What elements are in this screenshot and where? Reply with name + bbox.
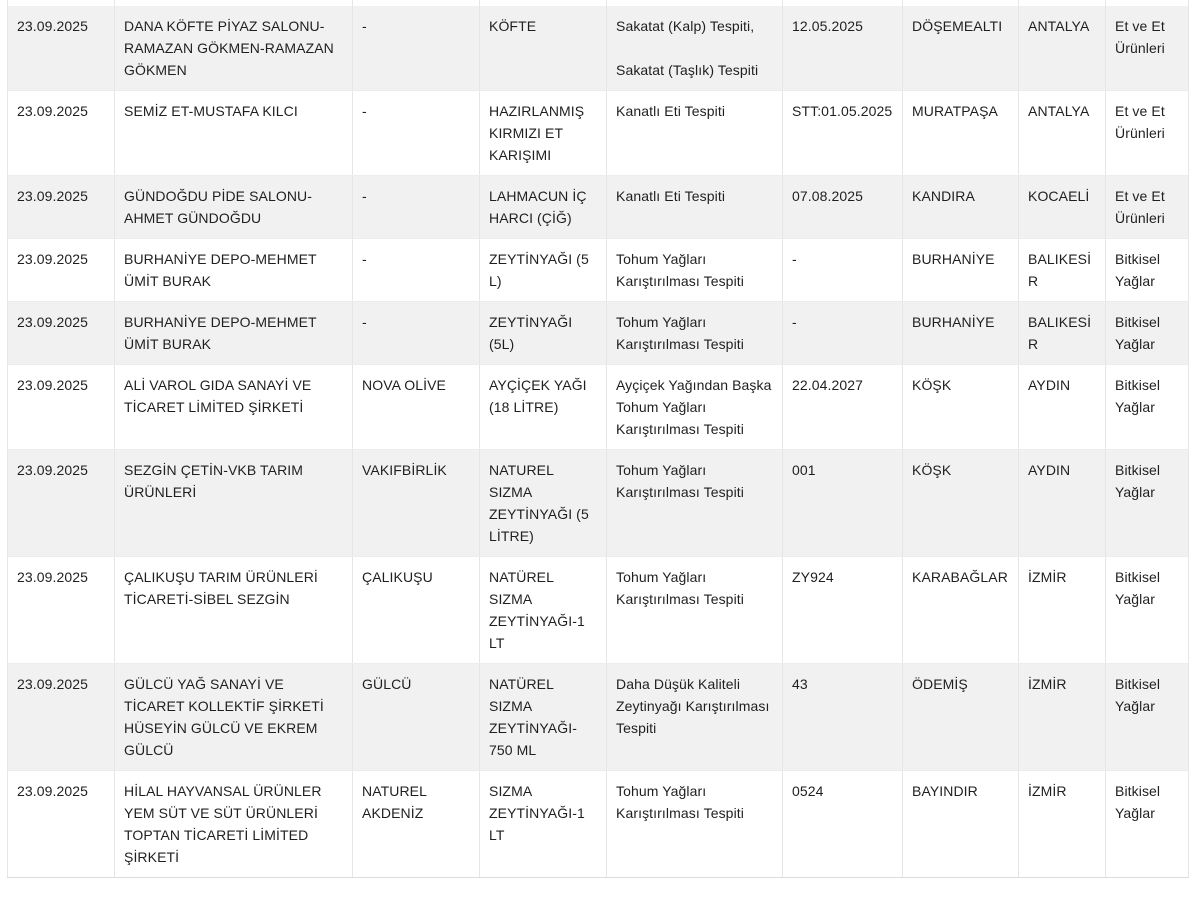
cell-group: Bitkisel Yağlar — [1106, 450, 1189, 557]
cell-lot: ZY924 — [783, 557, 903, 664]
cell-group: Bitkisel Yağlar — [1106, 771, 1189, 878]
cell-group: Bitkisel Yağlar — [1106, 557, 1189, 664]
cell-nonconformity: Ayçiçek Yağından Başka Tohum Yağları Karıştırılması Tespiti — [607, 365, 783, 450]
cell-product: LAHMACUN İÇ HARCI (ÇİĞ) — [480, 176, 607, 239]
cell-group: Bitkisel Yağlar — [1106, 664, 1189, 771]
cell-brand: VAKIFBİRLİK — [353, 450, 480, 557]
cell-province: İZMİR — [1019, 664, 1106, 771]
cell-province: ANTALYA — [1019, 6, 1106, 91]
cell-date: 23.09.2025 — [8, 302, 115, 365]
cell-lot: 12.05.2025 — [783, 6, 903, 91]
cell-company: GÜNDOĞDU PİDE SALONU-AHMET GÜNDOĞDU — [115, 176, 353, 239]
cell-brand: NATUREL AKDENİZ — [353, 771, 480, 878]
cell-product: NATÜREL SIZMA ZEYTİNYAĞI-750 ML — [480, 664, 607, 771]
table-row — [8, 91, 1189, 176]
cell-district: KÖŞK — [903, 450, 1019, 557]
cell-province: ANTALYA — [1019, 91, 1106, 176]
table-row — [8, 365, 1189, 450]
table-row — [8, 302, 1189, 365]
cell-nonconformity: Tohum Yağları Karıştırılması Tespiti — [607, 450, 783, 557]
cell-group: Bitkisel Yağlar — [1106, 365, 1189, 450]
table-row — [8, 239, 1189, 302]
cell-district: BURHANİYE — [903, 302, 1019, 365]
cell-date: 23.09.2025 — [8, 557, 115, 664]
cell-date: 23.09.2025 — [8, 450, 115, 557]
cell-product: ZEYTİNYAĞI (5L) — [480, 302, 607, 365]
cell-province: BALIKESİR — [1019, 302, 1106, 365]
cell-product: KÖFTE — [480, 6, 607, 91]
cell-company: ALİ VAROL GIDA SANAYİ VE TİCARET LİMİTED ŞİRKETİ — [115, 365, 353, 450]
cell-nonconformity: Tohum Yağları Karıştırılması Tespiti — [607, 302, 783, 365]
cell-product: NATUREL SIZMA ZEYTİNYAĞI (5 LİTRE) — [480, 450, 607, 557]
cell-district: DÖŞEMEALTI — [903, 6, 1019, 91]
cell-group: Et ve Et Ürünleri — [1106, 91, 1189, 176]
table-row — [8, 6, 1189, 91]
cell-product: AYÇİÇEK YAĞI (18 LİTRE) — [480, 365, 607, 450]
cell-district: KÖŞK — [903, 365, 1019, 450]
cell-brand: - — [353, 302, 480, 365]
cell-date: 23.09.2025 — [8, 771, 115, 878]
cell-nonconformity: Kanatlı Eti Tespiti — [607, 91, 783, 176]
cell-date: 23.09.2025 — [8, 664, 115, 771]
cell-date: 23.09.2025 — [8, 365, 115, 450]
cell-product: SIZMA ZEYTİNYAĞI-1 LT — [480, 771, 607, 878]
cell-company: ÇALIKUŞU TARIM ÜRÜNLERİ TİCARETİ-SİBEL SEZGİN — [115, 557, 353, 664]
cell-nonconformity: Sakatat (Kalp) Tespiti, Sakatat (Taşlık) Tespiti — [607, 6, 783, 91]
cell-company: SEMİZ ET-MUSTAFA KILCI — [115, 91, 353, 176]
cell-lot: 07.08.2025 — [783, 176, 903, 239]
cell-nonconformity: Daha Düşük Kaliteli Zeytinyağı Karıştırılması Tespiti — [607, 664, 783, 771]
cell-company: SEZGİN ÇETİN-VKB TARIM ÜRÜNLERİ — [115, 450, 353, 557]
cell-group: Et ve Et Ürünleri — [1106, 176, 1189, 239]
cell-district: BURHANİYE — [903, 239, 1019, 302]
cell-district: MURATPAŞA — [903, 91, 1019, 176]
results-table-container — [7, 0, 1188, 878]
cell-product: ZEYTİNYAĞI (5 L) — [480, 239, 607, 302]
cell-district: BAYINDIR — [903, 771, 1019, 878]
cell-lot: - — [783, 302, 903, 365]
table-row — [8, 176, 1189, 239]
cell-lot: STT:01.05.2025 — [783, 91, 903, 176]
table-row — [8, 771, 1189, 878]
cell-nonconformity: Tohum Yağları Karıştırılması Tespiti — [607, 557, 783, 664]
table-row — [8, 664, 1189, 771]
cell-lot: 43 — [783, 664, 903, 771]
cell-group: Bitkisel Yağlar — [1106, 239, 1189, 302]
cell-brand: GÜLCÜ — [353, 664, 480, 771]
table-row — [8, 450, 1189, 557]
cell-district: KARABAĞLAR — [903, 557, 1019, 664]
cell-date: 23.09.2025 — [8, 239, 115, 302]
cell-brand: - — [353, 239, 480, 302]
cell-province: İZMİR — [1019, 771, 1106, 878]
cell-brand: ÇALIKUŞU — [353, 557, 480, 664]
cell-brand: - — [353, 91, 480, 176]
cell-brand: NOVA OLİVE — [353, 365, 480, 450]
cell-province: İZMİR — [1019, 557, 1106, 664]
cell-nonconformity: Kanatlı Eti Tespiti — [607, 176, 783, 239]
cell-date: 23.09.2025 — [8, 6, 115, 91]
cell-lot: 001 — [783, 450, 903, 557]
cell-group: Et ve Et Ürünleri — [1106, 6, 1189, 91]
cell-company: HİLAL HAYVANSAL ÜRÜNLER YEM SÜT VE SÜT ÜRÜNLERİ TOPTAN TİCARETİ LİMİTED ŞİRKETİ — [115, 771, 353, 878]
cell-province: AYDIN — [1019, 365, 1106, 450]
results-table — [7, 0, 1189, 878]
cell-province: BALIKESİR — [1019, 239, 1106, 302]
cell-company: GÜLCÜ YAĞ SANAYİ VE TİCARET KOLLEKTİF ŞİRKETİ HÜSEYİN GÜLCÜ VE EKREM GÜLCÜ — [115, 664, 353, 771]
cell-province: AYDIN — [1019, 450, 1106, 557]
cell-lot: - — [783, 239, 903, 302]
cell-brand: - — [353, 176, 480, 239]
cell-lot: 22.04.2027 — [783, 365, 903, 450]
cell-province: KOCAELİ — [1019, 176, 1106, 239]
cell-brand: - — [353, 6, 480, 91]
cell-company: BURHANİYE DEPO-MEHMET ÜMİT BURAK — [115, 239, 353, 302]
cell-date: 23.09.2025 — [8, 91, 115, 176]
cell-nonconformity: Tohum Yağları Karıştırılması Tespiti — [607, 239, 783, 302]
cell-product: HAZIRLANMIŞ KIRMIZI ET KARIŞIMI — [480, 91, 607, 176]
cell-company: DANA KÖFTE PİYAZ SALONU-RAMAZAN GÖKMEN-RAMAZAN GÖKMEN — [115, 6, 353, 91]
cell-nonconformity: Tohum Yağları Karıştırılması Tespiti — [607, 771, 783, 878]
cell-company: BURHANİYE DEPO-MEHMET ÜMİT BURAK — [115, 302, 353, 365]
cell-product: NATÜREL SIZMA ZEYTİNYAĞI-1 LT — [480, 557, 607, 664]
cell-lot: 0524 — [783, 771, 903, 878]
cell-district: ÖDEMİŞ — [903, 664, 1019, 771]
table-row — [8, 557, 1189, 664]
cell-date: 23.09.2025 — [8, 176, 115, 239]
cell-group: Bitkisel Yağlar — [1106, 302, 1189, 365]
cell-district: KANDIRA — [903, 176, 1019, 239]
